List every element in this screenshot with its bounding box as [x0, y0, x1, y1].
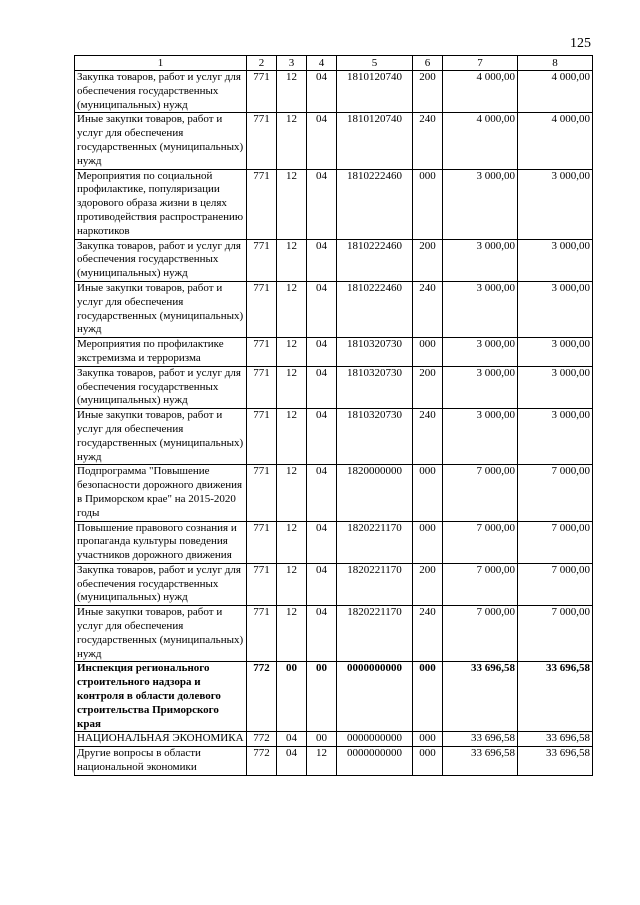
amount-col8-cell: 7 000,00 — [518, 465, 593, 521]
header-cell: 1 — [75, 56, 247, 71]
expense-type-cell: 240 — [413, 606, 443, 662]
section-code-cell: 04 — [277, 747, 307, 776]
ministry-code-cell: 771 — [247, 281, 277, 337]
expense-type-cell: 240 — [413, 113, 443, 169]
ministry-code-cell: 771 — [247, 521, 277, 563]
section-code-cell: 12 — [277, 169, 307, 239]
section-code-cell: 12 — [277, 281, 307, 337]
row-name-cell: НАЦИОНАЛЬНАЯ ЭКОНОМИКА — [75, 732, 247, 747]
table-row — [75, 281, 593, 337]
expense-type-cell: 000 — [413, 465, 443, 521]
table-row — [75, 465, 593, 521]
amount-col7-cell: 3 000,00 — [443, 281, 518, 337]
expense-type-cell: 200 — [413, 563, 443, 605]
subsection-code-cell: 04 — [307, 281, 337, 337]
amount-col8-cell: 3 000,00 — [518, 366, 593, 408]
ministry-code-cell: 771 — [247, 71, 277, 113]
subsection-code-cell: 00 — [307, 732, 337, 747]
section-code-cell: 12 — [277, 465, 307, 521]
row-name-cell: Закупка товаров, работ и услуг для обеспечения государственных (муниципальных) нужд — [75, 239, 247, 281]
amount-col8-cell: 33 696,58 — [518, 747, 593, 776]
expense-type-cell: 200 — [413, 366, 443, 408]
ministry-code-cell: 772 — [247, 747, 277, 776]
target-article-cell: 0000000000 — [337, 732, 413, 747]
header-row — [75, 56, 593, 71]
target-article-cell: 1810222460 — [337, 239, 413, 281]
header-cell: 2 — [247, 56, 277, 71]
row-name-cell: Другие вопросы в области национальной экономики — [75, 747, 247, 776]
subsection-code-cell: 04 — [307, 409, 337, 465]
amount-col7-cell: 3 000,00 — [443, 366, 518, 408]
subsection-code-cell: 12 — [307, 747, 337, 776]
ministry-code-cell: 771 — [247, 239, 277, 281]
subsection-code-cell: 04 — [307, 113, 337, 169]
target-article-cell: 1820000000 — [337, 465, 413, 521]
table-row — [75, 338, 593, 367]
page-number: 125 — [570, 36, 591, 51]
amount-col7-cell: 4 000,00 — [443, 113, 518, 169]
expense-type-cell: 000 — [413, 747, 443, 776]
subsection-code-cell: 04 — [307, 338, 337, 367]
header-cell: 3 — [277, 56, 307, 71]
amount-col7-cell: 33 696,58 — [443, 747, 518, 776]
section-code-cell: 12 — [277, 366, 307, 408]
row-name-cell: Закупка товаров, работ и услуг для обеспечения государственных (муниципальных) нужд — [75, 563, 247, 605]
target-article-cell: 1820221170 — [337, 521, 413, 563]
subsection-code-cell: 04 — [307, 563, 337, 605]
amount-col8-cell: 4 000,00 — [518, 71, 593, 113]
subsection-code-cell: 04 — [307, 169, 337, 239]
row-name-cell: Закупка товаров, работ и услуг для обеспечения государственных (муниципальных) нужд — [75, 71, 247, 113]
section-code-cell: 12 — [277, 239, 307, 281]
expense-type-cell: 000 — [413, 662, 443, 732]
row-name-cell: Иные закупки товаров, работ и услуг для обеспечения государственных (муниципальных) нужд — [75, 409, 247, 465]
section-code-cell: 12 — [277, 113, 307, 169]
expense-type-cell: 200 — [413, 71, 443, 113]
target-article-cell: 1810320730 — [337, 338, 413, 367]
amount-col7-cell: 3 000,00 — [443, 239, 518, 281]
section-code-cell: 04 — [277, 732, 307, 747]
ministry-code-cell: 771 — [247, 465, 277, 521]
target-article-cell: 1810120740 — [337, 71, 413, 113]
target-article-cell: 1810320730 — [337, 409, 413, 465]
target-article-cell: 1810222460 — [337, 281, 413, 337]
subsection-code-cell: 04 — [307, 465, 337, 521]
section-code-cell: 12 — [277, 409, 307, 465]
section-code-cell: 00 — [277, 662, 307, 732]
table-row — [75, 662, 593, 732]
target-article-cell: 0000000000 — [337, 662, 413, 732]
ministry-code-cell: 771 — [247, 113, 277, 169]
ministry-code-cell: 771 — [247, 338, 277, 367]
ministry-code-cell: 771 — [247, 409, 277, 465]
section-code-cell: 12 — [277, 563, 307, 605]
amount-col7-cell: 3 000,00 — [443, 338, 518, 367]
target-article-cell: 0000000000 — [337, 747, 413, 776]
row-name-cell: Мероприятия по социальной профилактике, популяризации здорового образа жизни в целях противодействия распространению наркотиков — [75, 169, 247, 239]
header-cell: 7 — [443, 56, 518, 71]
expense-type-cell: 240 — [413, 409, 443, 465]
target-article-cell: 1820221170 — [337, 563, 413, 605]
ministry-code-cell: 771 — [247, 366, 277, 408]
section-code-cell: 12 — [277, 338, 307, 367]
amount-col8-cell: 3 000,00 — [518, 169, 593, 239]
table-row — [75, 409, 593, 465]
subsection-code-cell: 00 — [307, 662, 337, 732]
amount-col8-cell: 7 000,00 — [518, 521, 593, 563]
row-name-cell: Инспекция регионального строительного надзора и контроля в области долевого строительства Приморского края — [75, 662, 247, 732]
target-article-cell: 1810120740 — [337, 113, 413, 169]
section-code-cell: 12 — [277, 521, 307, 563]
row-name-cell: Мероприятия по профилактике экстремизма и терроризма — [75, 338, 247, 367]
row-name-cell: Повышение правового сознания и пропаганда культуры поведения участников дорожного движения — [75, 521, 247, 563]
header-cell: 6 — [413, 56, 443, 71]
table-row — [75, 563, 593, 605]
budget-table — [74, 55, 593, 776]
section-code-cell: 12 — [277, 606, 307, 662]
target-article-cell: 1810320730 — [337, 366, 413, 408]
subsection-code-cell: 04 — [307, 606, 337, 662]
amount-col8-cell: 33 696,58 — [518, 662, 593, 732]
ministry-code-cell: 771 — [247, 169, 277, 239]
table-row — [75, 747, 593, 776]
amount-col8-cell: 3 000,00 — [518, 239, 593, 281]
expense-type-cell: 240 — [413, 281, 443, 337]
ministry-code-cell: 772 — [247, 662, 277, 732]
expense-type-cell: 200 — [413, 239, 443, 281]
header-cell: 8 — [518, 56, 593, 71]
subsection-code-cell: 04 — [307, 366, 337, 408]
header-cell: 4 — [307, 56, 337, 71]
target-article-cell: 1810222460 — [337, 169, 413, 239]
amount-col7-cell: 7 000,00 — [443, 465, 518, 521]
amount-col8-cell: 7 000,00 — [518, 606, 593, 662]
header-cell: 5 — [337, 56, 413, 71]
amount-col7-cell: 7 000,00 — [443, 521, 518, 563]
amount-col7-cell: 3 000,00 — [443, 169, 518, 239]
amount-col7-cell: 7 000,00 — [443, 606, 518, 662]
subsection-code-cell: 04 — [307, 71, 337, 113]
amount-col8-cell: 3 000,00 — [518, 338, 593, 367]
expense-type-cell: 000 — [413, 732, 443, 747]
amount-col7-cell: 7 000,00 — [443, 563, 518, 605]
row-name-cell: Подпрограмма "Повышение безопасности дорожного движения в Приморском крае" на 2015-2020 годы — [75, 465, 247, 521]
ministry-code-cell: 772 — [247, 732, 277, 747]
table-row — [75, 71, 593, 113]
amount-col8-cell: 3 000,00 — [518, 281, 593, 337]
amount-col7-cell: 33 696,58 — [443, 662, 518, 732]
amount-col8-cell: 3 000,00 — [518, 409, 593, 465]
section-code-cell: 12 — [277, 71, 307, 113]
ministry-code-cell: 771 — [247, 563, 277, 605]
target-article-cell: 1820221170 — [337, 606, 413, 662]
subsection-code-cell: 04 — [307, 521, 337, 563]
row-name-cell: Иные закупки товаров, работ и услуг для обеспечения государственных (муниципальных) нужд — [75, 606, 247, 662]
table-row — [75, 732, 593, 747]
row-name-cell: Закупка товаров, работ и услуг для обеспечения государственных (муниципальных) нужд — [75, 366, 247, 408]
table-row — [75, 239, 593, 281]
expense-type-cell: 000 — [413, 338, 443, 367]
amount-col7-cell: 4 000,00 — [443, 71, 518, 113]
amount-col7-cell: 3 000,00 — [443, 409, 518, 465]
ministry-code-cell: 771 — [247, 606, 277, 662]
row-name-cell: Иные закупки товаров, работ и услуг для обеспечения государственных (муниципальных) нужд — [75, 113, 247, 169]
table-row — [75, 169, 593, 239]
table-row — [75, 113, 593, 169]
expense-type-cell: 000 — [413, 169, 443, 239]
subsection-code-cell: 04 — [307, 239, 337, 281]
table-row — [75, 366, 593, 408]
amount-col7-cell: 33 696,58 — [443, 732, 518, 747]
amount-col8-cell: 4 000,00 — [518, 113, 593, 169]
table-row — [75, 521, 593, 563]
amount-col8-cell: 33 696,58 — [518, 732, 593, 747]
row-name-cell: Иные закупки товаров, работ и услуг для обеспечения государственных (муниципальных) нужд — [75, 281, 247, 337]
expense-type-cell: 000 — [413, 521, 443, 563]
amount-col8-cell: 7 000,00 — [518, 563, 593, 605]
table-row — [75, 606, 593, 662]
